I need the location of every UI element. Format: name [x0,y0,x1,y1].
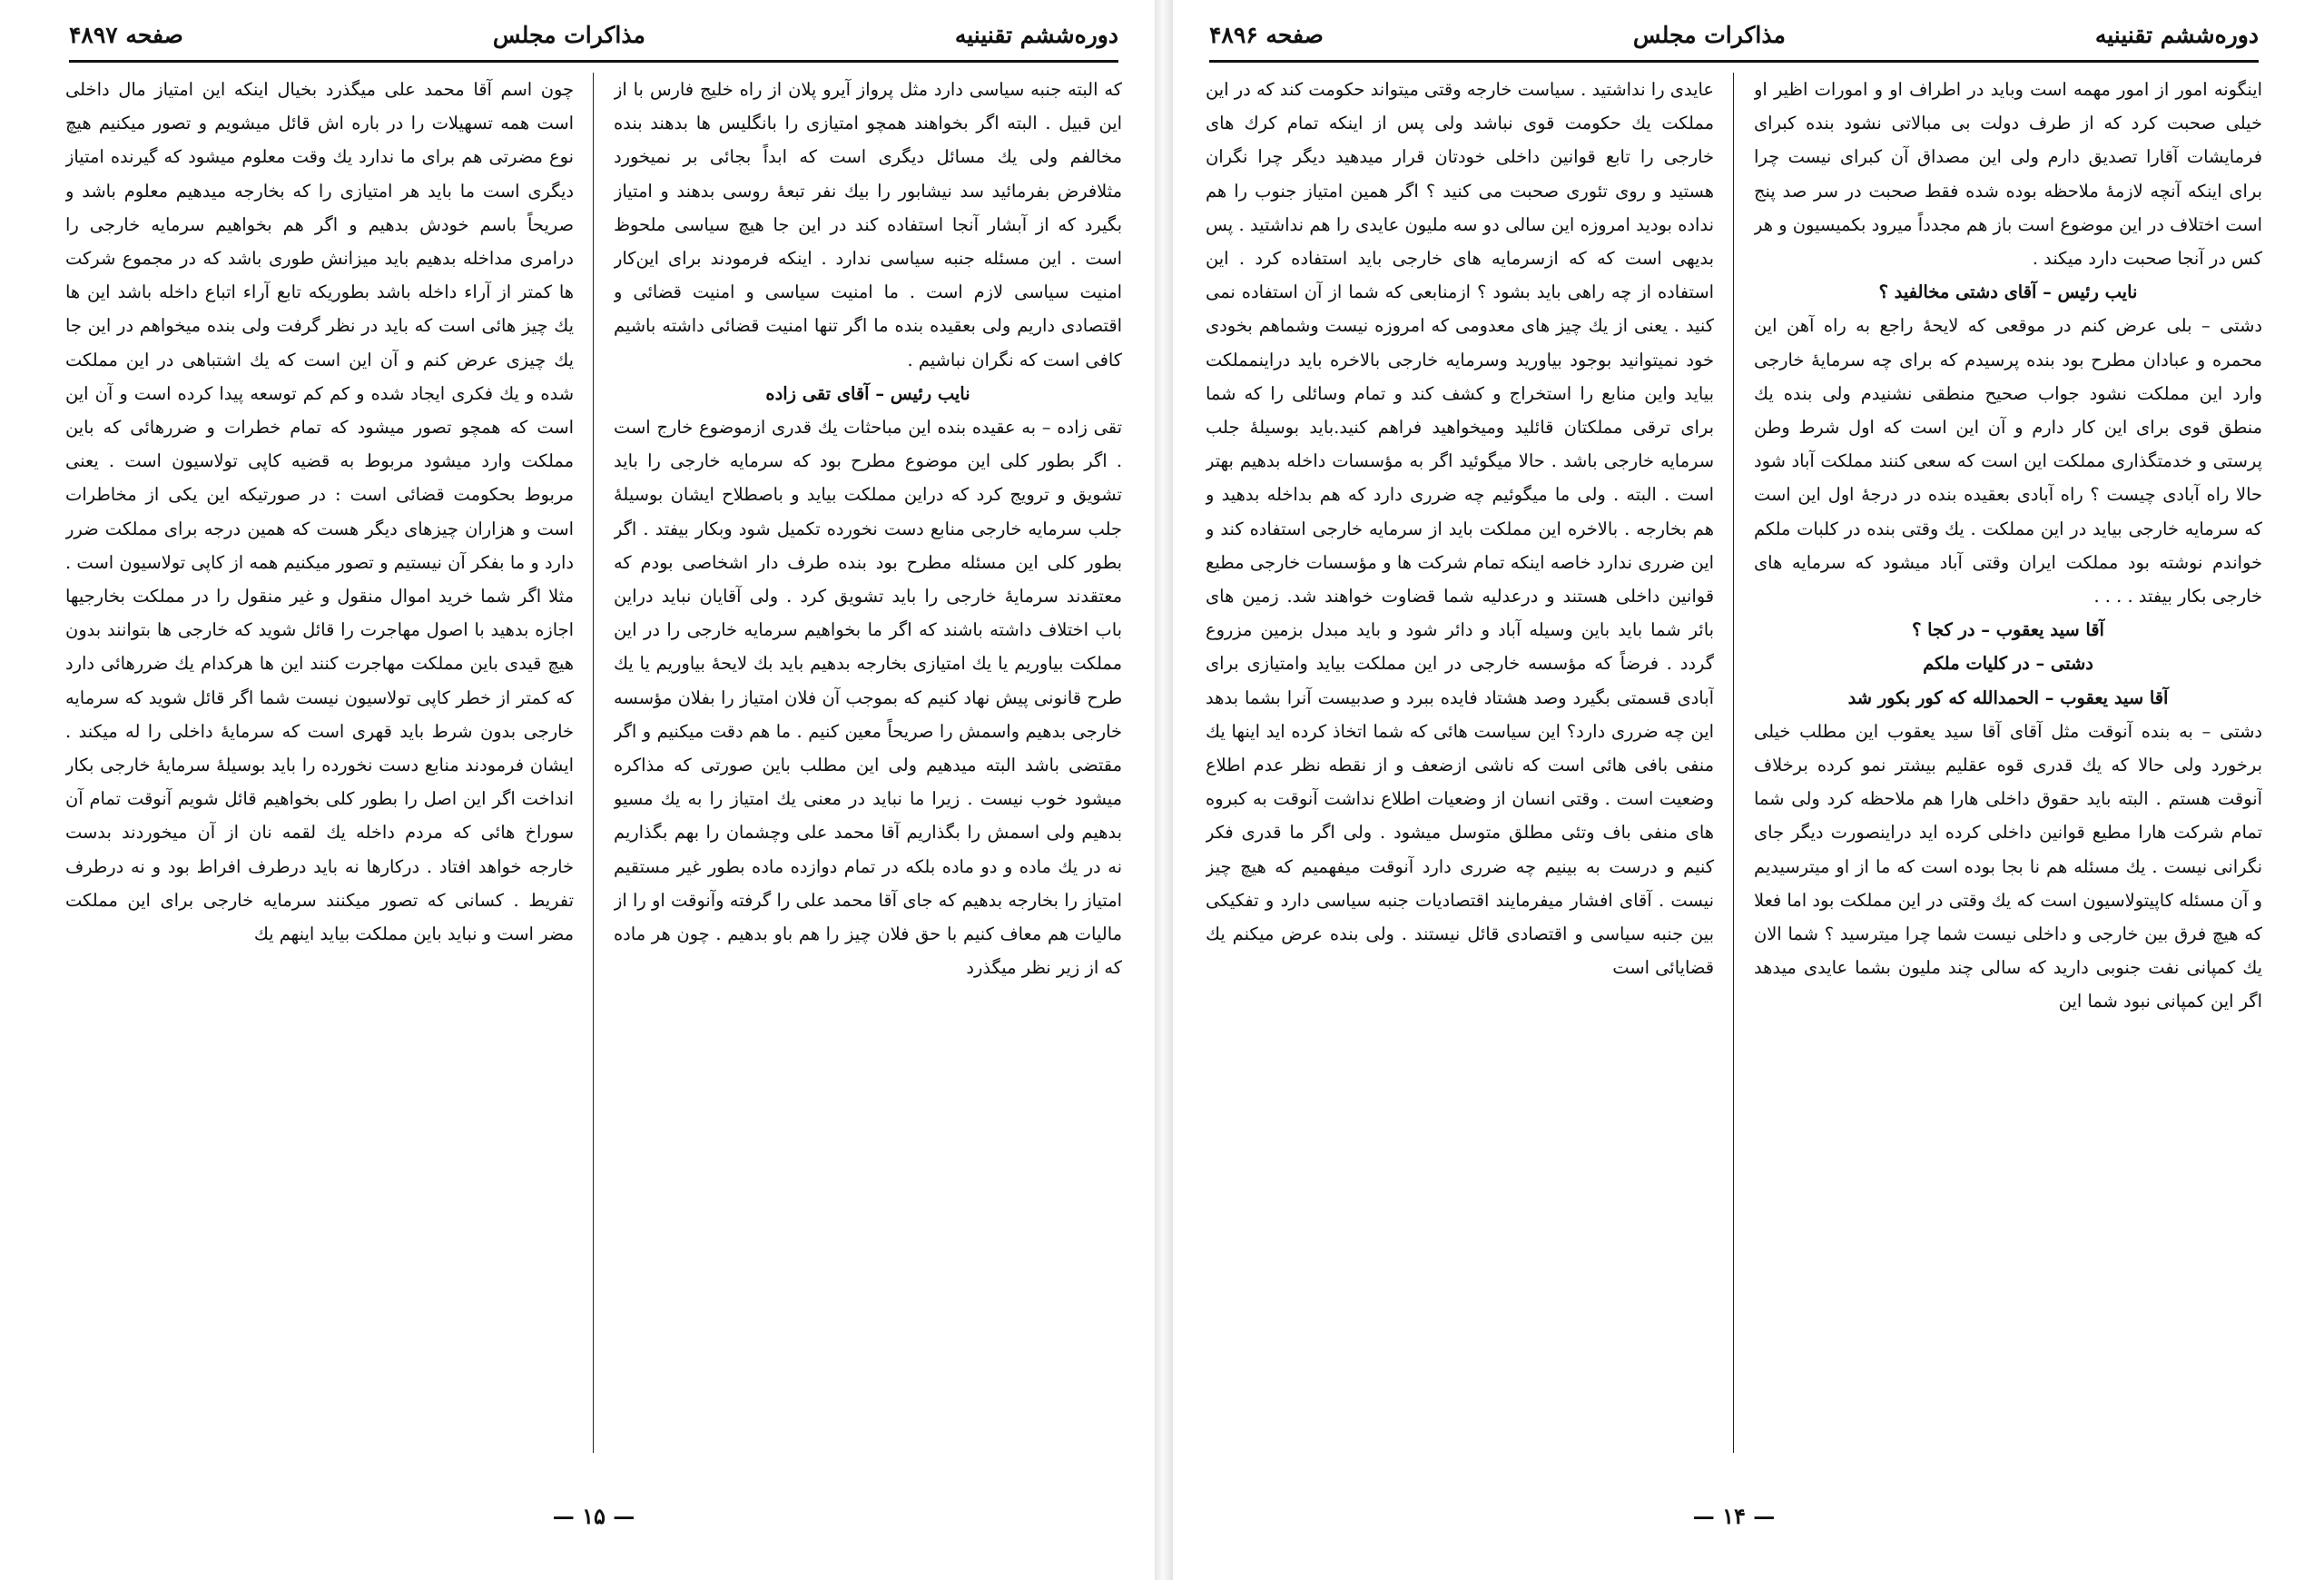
header-rule [1209,60,2259,63]
paragraph: دشتی – بلی عرض کنم در موقعی که لایحهٔ راجع به راه آهن این محمره و عبادان مطرح بود بنده پرسیدم که برای چه سرمایهٔ خارجی وارد این مملکت نشود جواب صحیح منطقی نشنیدم ولی بنده یك منطق قوی برای این کار دارم و آن این است که اول شرط وطن پرستی و خدمتگذاری مملکت این است که سعی کنند مملکت آباد شود حالا راه آبادی چیست ؟ راه آبادی بعقیده بنده در درجهٔ اول این است که سرمایه خارجی بیاید در این مملکت . یك وقتی بنده در کلبات ملکم خواندم نوشته بود مملکت ایران وقتی آباد میشود که سرمایه های خارجی بکار بیفتد . . . . [1754,315,2262,607]
header-session: دوره‌ششم تقنینیه [2094,21,2259,48]
text-column-right [614,73,1122,1453]
paragraph: عایدی را نداشتید . سیاست خارجه وقتی میتواند حکومت کند که در این مملکت یك حکومت قوی نباشد ولی پس از اینکه تمام کرك های خارجی را تابع قوانین داخلی خودتان قرار میدهید دیگر چرا نگران هستید و روی تئوری صحبت می کنید ؟ اگر همین امتیاز جنوب را هم نداده بودید امروزه این سالی دو سه ملیون عایدی را هم نداشتید . پس بدیهی است که که ازسرمایه های خارجی باید استفاده کرد . این استفاده از چه راهی باید بشود ؟ ازمنابعی که شما از آن استفاده نمی کنید . یعنی از یك چیز های معدومی که امروزه نیست وشماهم بخودی خود نمیتوانید بوجود بیاورید وسرمایه خارجی بالاخره باید دراینمملکت بیاید واین منابع را استخراج و کشف کند و تمام وسائلی را که شما برای ترقی مملکتان قائلید ومیخواهید فراهم کنید.باید بوسیلهٔ جلب سرمایه خارجی باشد . حالا میگوئید اگر به مؤسسات داخله بدهیم بهتر است . البته . ولی ما میگوئیم چه ضرری دارد که هم بداخله بدهید و هم بخارجه . بالاخره این مملکت باید از سرمایه خارجی استفاده کند و این ضرری ندارد خاصه اینکه تمام شرکت ها و مؤسسات خارجی مطیع قوانین داخلی هستند و درعدلیه شما قضاوت خواهند شد. زمین های بائر شما باید باین وسیله آباد و دائر شود و باید مبدل بزمین مزروع گردد . فرضاً که مؤسسه خارجی در این مملکت بیاید وامتیازی برای آبادی قسمتی بگیرد وصد هشتاد فایده ببرد و صدبیست آنرا بشما بدهد این چه ضرری دارد؟ این سیاست هائی که شما اتخاذ کرده اید اینها یك منفی بافی هائی است که ناشی ازضعف و از نقطه نظر عدم اطلاع وضعیت است . وقتی انسان از وضعیات اطلاع نداشت آنوقت به کبروه های منفی باف وتئی مطلق متوسل میشود . ولی اگر ما قدری فکر کنیم و درست به بینیم چه ضرری دارد آنوقت میفهمیم که هیچ چیز نیست . آقای افشار میفرمایند اقتصادیات جنبه سیاسی دارد و تفکیکی بین جنبه سیاسی و اقتصادی قائل نیستند . ولی بنده عرض میکنم یك قضایائی است [1206,79,1714,979]
page-left [33,16,1156,1560]
paragraph: چون اسم آقا محمد علی میگذرد بخیال اینکه این امتیاز مال داخلی است همه تسهیلات را در باره اش قائل میشویم و تصور میکنیم هیچ نوع مضرتی هم برای ما ندارد یك وقت معلوم میشود که گیرنده امتیاز دیگری است ما باید هر امتیازی را که بخارجه میدهیم معلوم باشد و صریحاً باسم خودش بدهیم و اگر هم بخواهیم سرمایه خارجی را درامری مداخله بدهیم باید میزانش طوری باشد که در مجموع شرکت ها کمتر از آراء داخله باشد بطوریکه تابع آراء اتباع داخله باشد این ها یك چیز هائی است که باید در نظر گرفت ولی بنده میخواهم در این جا یك چیزی عرض کنم و آن این است که یك اشتباهی در این مملکت شده و یك فکری ایجاد شده و کم کم توسعه پیدا کرده است و آن این است که همچو تصور میشود که تمام خطرات و ضررهائی که باین مملکت وارد میشود مربوط به قضیه کاپی تولاسیون است . یعنی مربوط بحکومت قضائی است : در صورتیکه این یکی از مخاطرات است و هزاران چیزهای دیگر هست که همین درجه برای مملکت ضرر دارد و ما بفکر آن نیستیم و تصور میکنیم همه از کاپی تولاسیون است . مثلا اگر شما خرید اموال منقول و غیر منقول را در مملکت بخارجیها اجازه بدهید با اصول مهاجرت را قائل شوید که خارجی ها بتوانند بدون هیچ قیدی باین مملکت مهاجرت کنند این ها هرکدام یك ضررهائی دارد که کمتر از خطر کاپی تولاسیون نیست شما اگر قائل شوید که سرمایه خارجی بدون شرط باید قهری است که سرمایهٔ داخلی را له میکند . ایشان فرمودند منابع دست نخورده را باید بوسیلهٔ سرمایهٔ خارجی بکار انداخت اگر این اصل را بطور کلی بخواهیم قائل شویم آنوقت تمام آن سوراخ هائی که مردم داخله یك لقمه نان از آن میخوردند بدست خارجه خواهد افتاد . درکارها نه باید درطرف افراط بود و نه درطرف تفریط . کسانی که تصور میکنند سرمایه خارجی برای این مملکت مضر است و نباید باین مملکت بیاید اینهم یك [65,79,574,945]
speaker-heading: نایب رئیس – آقای تقی زاده [765,382,970,404]
paragraph: تقی زاده – به عقیده بنده این مباحثات یك قدری ازموضوع خارج است . اگر بطور کلی این موضوع مطرح بود که سرمایه خارجی را باید تشویق و ترویج کرد که دراین مملکت بیاید و باصطلاح ایشان بوسیلهٔ جلب سرمایه خارجی منابع دست نخورده تکمیل شود وبکار بیفتد . اگر بطور کلی این مسئله مطرح بود بنده طرف دار اشخاصی بودم که معتقدند سرمایهٔ خارجی را باید تشویق کرد . ولی آقایان نباید دراین باب اختلاف داشته باشند که اگر ما بخواهیم سرمایه خارجی را در این مملکت بیاوریم یا یك امتیازی بخارجه بدهیم باید بك لایحهٔ بیاوریم یا یك طرح قانونی پیش نهاد کنیم که بموجب آن فلان امتیاز را بفلان مؤسسه خارجی بدهیم واسمش را صریحاً معین کنیم . ما هم دقت میکنیم و اگر مقتضی باشد البته میدهیم ولی این مطلب باین صورتی که مذاکره میشود خوب نیست . زیرا ما نباید در معنی یك امتیاز را به یك مسیو بدهیم ولی اسمش را بگذاریم آقا محمد علی وچشمان را بهم بگذاریم نه در یك ماده و دو ماده بلکه در تمام دوازده ماده بطور غیر مستقیم امتیاز را بخارجه بدهیم که جای آقا محمد علی را گرفته وآنوقت او را از مالیات هم معاف کنیم با حق فلان چیز را هم باو بدهیم . چون هر ماده که از زیر نظر میگذرد [614,417,1122,979]
text-column-right [1754,73,2262,1453]
header-title: مذاکرات مجلس [492,21,645,48]
page-number: — ۱۵ — [552,1503,635,1529]
speaker-line: آقا سید یعقوب – در کجا ؟ [1912,619,2104,641]
page-header [69,16,1118,53]
speaker-line: دشتی – در کلیات ملکم [1923,653,2093,675]
paragraph: دشتی – به بنده آنوقت مثل آقای آقا سید یعقوب این مطلب خیلی برخورد ولی حالا که یك قدری قوه عقلیم بیشتر نمو کرده برخلاف آنوقت هستم . البته باید حقوق داخلی هارا هم ملاحظه کرد ولی شما تمام شرکت هارا مطیع قوانین داخلی کرده اید دراینصورت دیگر جای نگرانی نیست . یك مسئله هم نا بجا بوده است که ما از او میترسیدیم و آن مسئله کاپیتولاسیون است که یك وقتی در این مملکت بود اما فعلا که هیچ فرق بین خارجی و داخلی نیست شما چرا میترسید ؟ شما الان یك کمپانی نفت جنوبی دارید که سالی چند ملیون بشما عایدی میدهد اگر این کمپانی نبود شما این [1754,720,2262,1012]
page-header [1209,16,2259,53]
header-page-no: صفحه ۴۸۹۷ [69,21,183,48]
speaker-heading: نایب رئیس – آقای دشتی مخالفید ؟ [1878,281,2138,303]
column-divider [593,73,594,1453]
header-title: مذاکرات مجلس [1632,21,1786,48]
page-number: — ۱۴ — [1692,1503,1776,1529]
page-right [1173,16,2295,1560]
header-rule [69,60,1118,63]
text-column-left [65,73,574,1453]
paragraph: اینگونه امور از امور مهمه است وباید در اطراف او و امورات اظیر او خیلی صحبت کرد که از طرف دولت بی مبالاتی نشود بنده کبرای فرمایشات آقارا تصدیق دارم ولی این مصداق آن کبرای نیست چرا برای اینکه آنچه لازمهٔ ملاحظه بوده شده فقط صحبت در سر صد پنج است اختلاف در این موضوع است باز هم مجدداً میرود بکمیسیون و هر کس در آنجا صحبت دارد میکند . [1754,79,2262,270]
text-column-left [1206,73,1714,1453]
speaker-line: آقا سید یعقوب – الحمدالله که کور بکور شد [1847,686,2169,708]
paragraph: که البته جنبه سیاسی دارد مثل پرواز آیرو پلان از راه خلیج فارس با از این قبیل . البته اگر بخواهند همچو امتیازی را بانگلیس ها بدهند بنده مخالفم ولی یك مسائل دیگری است که ابداً بجائی بر نمیخورد مثلافرض بفرمائید سد نیشابور را بیك نفر تبعهٔ روسی بدهند و امتیاز بگیرد که از آبشار آنجا استفاده کند در این جا هیچ سیاسی ملحوظ است . این مسئله جنبه سیاسی ندارد . اینکه فرمودند برای این‌کار امنیت سیاسی لازم است . ما امنیت سیاسی و امنیت قضائی و اقتصادی داریم ولی بعقیده بنده ما اگر تنها امنیت قضائی داشته باشیم کافی است که نگران نباشیم . [614,79,1122,370]
book-gutter [1155,0,1173,1580]
header-page-no: صفحه ۴۸۹۶ [1209,21,1324,48]
header-session: دوره‌ششم تقنینیه [954,21,1118,48]
column-divider [1733,73,1734,1453]
